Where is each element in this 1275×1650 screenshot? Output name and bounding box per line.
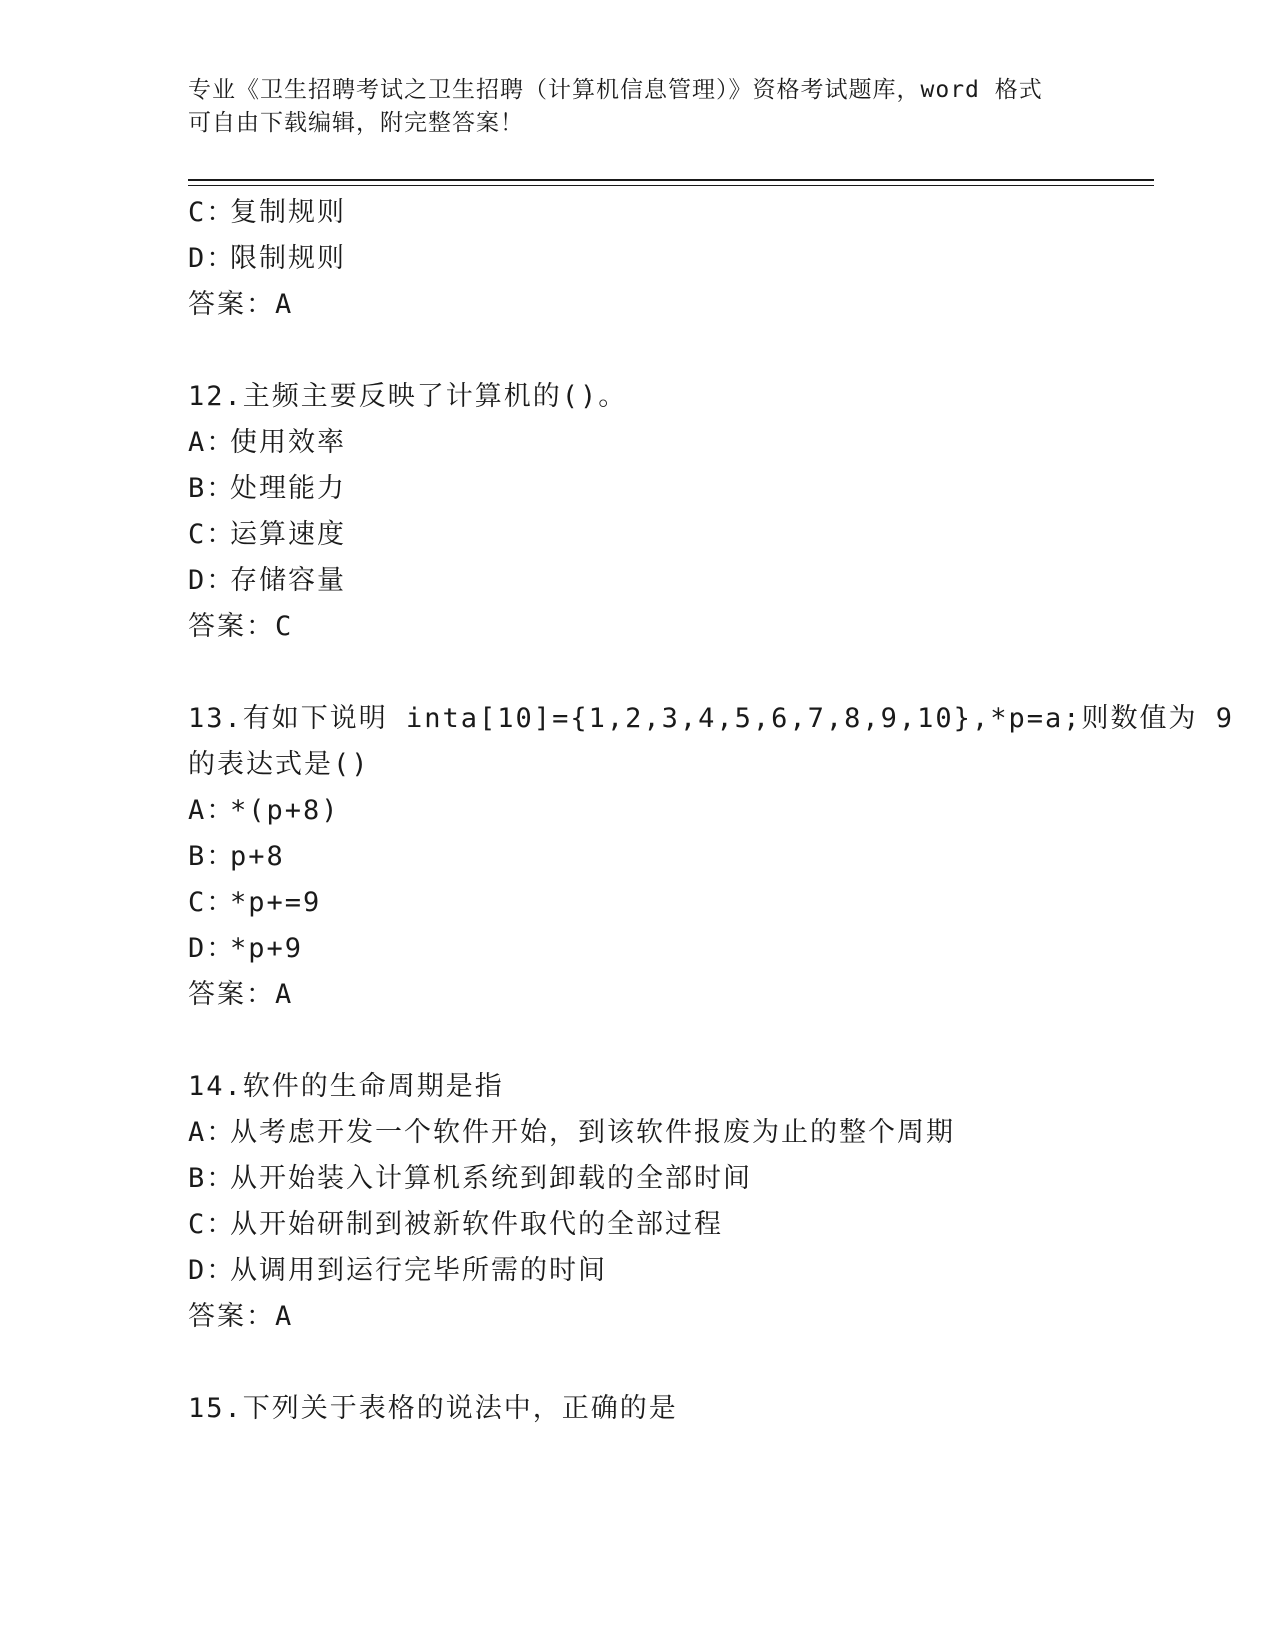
answer-line: [188, 282, 1154, 328]
option-label: B：: [188, 841, 236, 872]
option-text: p+8: [230, 841, 285, 872]
option-label: A：: [188, 795, 236, 826]
option-label: A：: [188, 1117, 236, 1148]
option-label: D：: [188, 1255, 236, 1286]
option-label: B：: [188, 473, 236, 504]
answer-label: 答案：: [188, 1301, 275, 1332]
option-a: [188, 420, 1154, 466]
option-text: *p+9: [230, 933, 304, 964]
answer-label: 答案：: [188, 289, 275, 320]
option-label: B：: [188, 1163, 236, 1194]
answer-line: [188, 972, 1154, 1018]
option-c: [188, 512, 1154, 558]
answer-label: 答案：: [188, 611, 275, 642]
option-a: [188, 1110, 1154, 1156]
option-label: C：: [188, 1209, 236, 1240]
answer-line: [188, 604, 1154, 650]
option-text: 从开始装入计算机系统到卸载的全部时间: [230, 1163, 752, 1194]
option-c: [188, 190, 1154, 236]
option-label: C：: [188, 887, 236, 918]
answer-value: A: [275, 1301, 294, 1332]
option-b: [188, 834, 1154, 880]
option-text: 复制规则: [230, 197, 346, 228]
option-text: 运算速度: [230, 519, 346, 550]
option-label: D：: [188, 243, 236, 274]
option-text: *(p+8): [230, 795, 340, 826]
option-b: [188, 466, 1154, 512]
option-d: [188, 926, 1154, 972]
spacer: [188, 650, 1154, 696]
option-label: C：: [188, 197, 236, 228]
option-a: [188, 788, 1154, 834]
header-line-2: 可自由下载编辑，附完整答案！: [188, 110, 524, 136]
option-d: [188, 236, 1154, 282]
header-divider: [188, 179, 1154, 186]
header-line-1: 专业《卫生招聘考试之卫生招聘（计算机信息管理）》资格考试题库，word 格式: [188, 77, 1043, 103]
option-text: 使用效率: [230, 427, 346, 458]
answer-value: A: [275, 979, 294, 1010]
document-header: [188, 74, 1088, 140]
option-text: 限制规则: [230, 243, 346, 274]
answer-line: [188, 1294, 1154, 1340]
option-c: [188, 1202, 1154, 1248]
spacer: [188, 1340, 1154, 1386]
option-d: [188, 558, 1154, 604]
option-text: 存储容量: [230, 565, 346, 596]
option-text: 从调用到运行完毕所需的时间: [230, 1255, 607, 1286]
option-label: A：: [188, 427, 236, 458]
question-list: [188, 190, 1234, 1432]
option-d: [188, 1248, 1154, 1294]
answer-label: 答案：: [188, 979, 275, 1010]
option-label: D：: [188, 565, 236, 596]
option-c: [188, 880, 1154, 926]
question-stem-14: 14.软件的生命周期是指: [188, 1071, 504, 1102]
question-stem-12: 12.主频主要反映了计算机的()。: [188, 381, 628, 412]
option-label: D：: [188, 933, 236, 964]
question-stem-15: 15.下列关于表格的说法中，正确的是: [188, 1393, 678, 1424]
option-text: *p+=9: [230, 887, 322, 918]
option-text: 从开始研制到被新软件取代的全部过程: [230, 1209, 723, 1240]
option-label: C：: [188, 519, 236, 550]
spacer: [188, 1018, 1154, 1064]
option-b: [188, 1156, 1154, 1202]
question-stem-13-line-2: 的表达式是(): [188, 749, 370, 780]
option-text: 从考虑开发一个软件开始，到该软件报废为止的整个周期: [230, 1117, 955, 1148]
answer-value: A: [275, 289, 294, 320]
spacer: [188, 328, 1154, 374]
answer-value: C: [275, 611, 294, 642]
question-stem-13-line-1: 13.有如下说明 inta[10]={1,2,3,4,5,6,7,8,9,10},*p=a;则数值为 9: [188, 703, 1234, 734]
option-text: 处理能力: [230, 473, 346, 504]
